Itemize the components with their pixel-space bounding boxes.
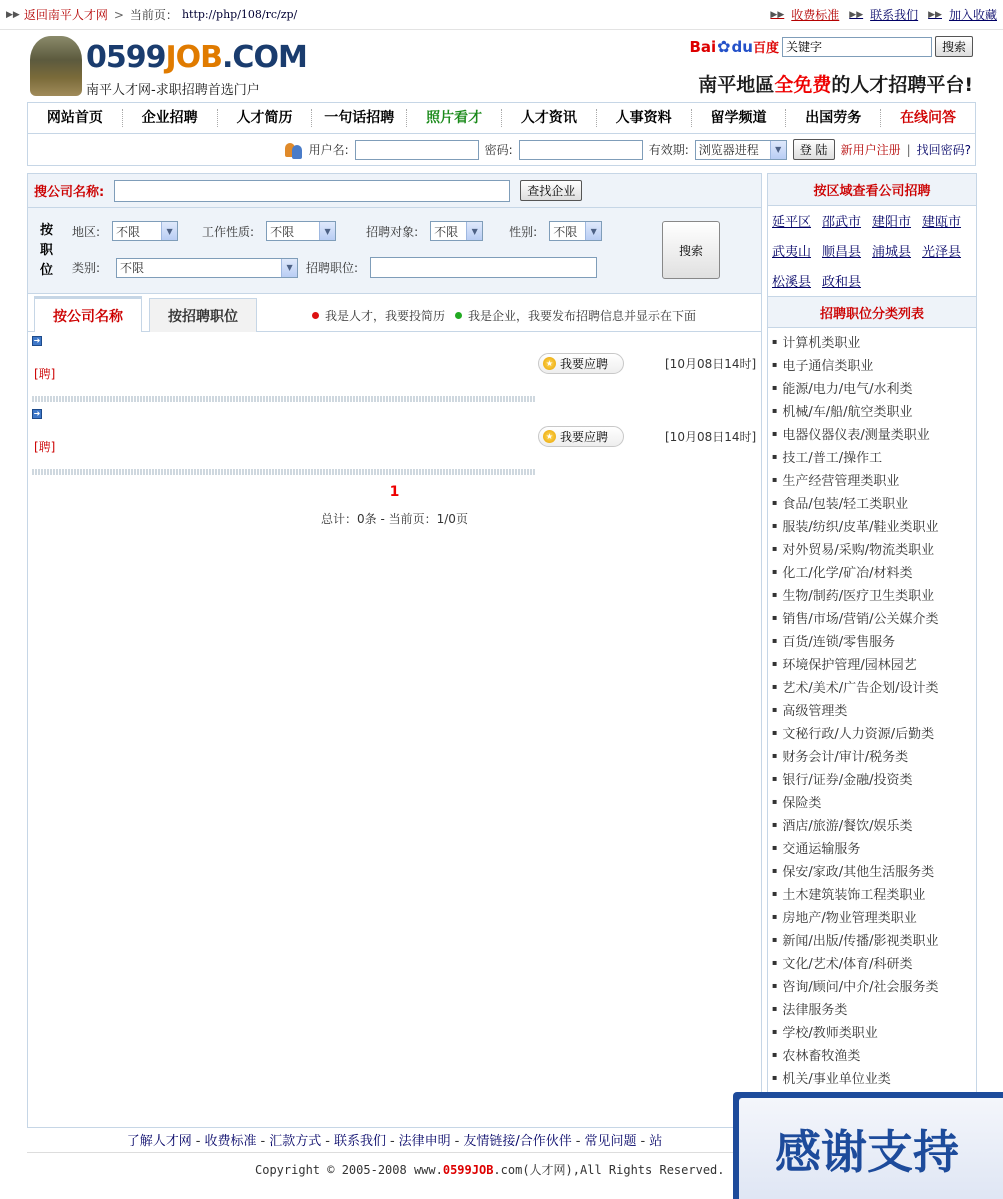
nav-one-line-jobs[interactable]: 一句话招聘 xyxy=(312,109,407,127)
footer-link[interactable]: 法律申明 xyxy=(398,1134,451,1149)
nav-online-qa[interactable]: 在线问答 xyxy=(900,110,957,126)
copyright-part-a: Copyright © 2005-2008 www. xyxy=(255,1163,443,1177)
category-item[interactable]: ▪ 生产经营管理类职业 xyxy=(772,468,976,491)
validity-label: 有效期: xyxy=(648,143,689,157)
area-link[interactable]: 建阳市 xyxy=(872,215,912,230)
main-nav xyxy=(27,102,976,134)
find-company-button[interactable]: 查找企业 xyxy=(520,180,582,201)
area-link[interactable]: 浦城县 xyxy=(872,245,912,260)
username-input[interactable] xyxy=(355,140,479,160)
apply-button-label: 我要应聘 xyxy=(560,357,609,371)
category-item[interactable]: ▪ 农林畜牧渔类 xyxy=(772,1043,976,1066)
category-item[interactable]: ▪ 银行/证券/金融/投资类 xyxy=(772,767,976,790)
tab-notes xyxy=(312,307,696,324)
footer-separator: - xyxy=(325,1134,330,1149)
category-item[interactable]: ▪ 技工/普工/操作工 xyxy=(772,445,976,468)
company-search-label: 搜公司名称: xyxy=(34,185,105,200)
top-bar xyxy=(0,0,1003,30)
job-search-row-1 xyxy=(72,221,602,241)
slogan-part-b: 全免费 xyxy=(774,74,832,96)
password-label: 密码: xyxy=(484,143,513,157)
sidebar xyxy=(767,173,977,1128)
job-search-button[interactable]: 搜索 xyxy=(662,221,720,279)
category-item[interactable]: ▪ 保险类 xyxy=(772,790,976,813)
baidu-search xyxy=(689,36,973,57)
position-input[interactable] xyxy=(370,257,597,278)
double-arrow-icon: ▶▶ xyxy=(6,9,20,20)
slogan-part-c: 的人才招聘平台! xyxy=(831,74,973,96)
mountain-logo-icon xyxy=(30,36,82,96)
current-page-label: 当前页： xyxy=(129,8,178,22)
nav-hr-docs[interactable]: 人事资料 xyxy=(597,109,692,127)
green-dot-icon xyxy=(455,312,462,319)
category-item[interactable]: ▪ 土木建筑装饰工程类职业 xyxy=(772,882,976,905)
region-label: 地区: xyxy=(72,224,101,239)
position-label: 招聘职位: xyxy=(306,261,359,275)
baidu-logo xyxy=(689,37,779,56)
baidu-logo-a: Bai xyxy=(689,37,717,56)
category-item[interactable]: ▪ 法律服务类 xyxy=(772,997,976,1020)
breadcrumb-separator-icon: > xyxy=(113,7,124,22)
contact-link[interactable] xyxy=(849,6,918,23)
password-input[interactable] xyxy=(519,140,643,160)
area-link[interactable]: 邵武市 xyxy=(822,215,862,230)
category-item[interactable]: ▪ 食品/包装/轻工类职业 xyxy=(772,491,976,514)
tab-by-position[interactable]: 按招聘职位 xyxy=(149,298,257,332)
footer-link[interactable]: 联系我们 xyxy=(333,1134,386,1149)
back-home-link[interactable]: 返回南平人才网 xyxy=(23,8,108,22)
page-number[interactable]: 1 xyxy=(389,484,400,500)
pagination xyxy=(28,484,761,527)
header-slogan xyxy=(698,70,973,97)
footer-links xyxy=(27,1130,762,1149)
apply-button[interactable] xyxy=(538,353,624,374)
nav-study-abroad[interactable]: 留学频道 xyxy=(692,109,787,127)
company-name-input[interactable] xyxy=(114,180,510,202)
footer-separator: - xyxy=(195,1134,201,1149)
category-item[interactable]: ▪ 电器仪器仪表/测量类职业 xyxy=(772,422,976,445)
area-link[interactable]: 政和县 xyxy=(822,275,862,290)
category-item[interactable]: ▪ 化工/化学/矿冶/材料类 xyxy=(772,560,976,583)
area-link[interactable]: 顺昌县 xyxy=(822,245,862,260)
paw-icon: ✿ xyxy=(717,37,731,56)
apply-button-label: 我要应聘 xyxy=(560,430,609,444)
job-search-title: 按职位 xyxy=(40,223,54,278)
slogan-part-a: 南平地區 xyxy=(698,74,775,96)
arrow-right-icon: ➜ xyxy=(33,409,41,418)
logo-part-b: JOB xyxy=(165,40,223,75)
red-dot-icon xyxy=(312,312,319,319)
list-item xyxy=(28,332,761,405)
footer-link[interactable]: 友情链接/合作伙伴 xyxy=(463,1134,572,1149)
baidu-logo-b: du xyxy=(731,37,753,56)
footer-separator: - xyxy=(575,1134,581,1149)
chevron-down-icon: ▼ xyxy=(770,141,786,159)
double-arrow-icon: ▶▶ xyxy=(928,9,942,20)
region-select[interactable] xyxy=(112,221,178,241)
site-logo[interactable] xyxy=(30,36,307,98)
chevron-down-icon: ▼ xyxy=(161,222,177,240)
category-label: 类别: xyxy=(72,261,101,275)
footer-link[interactable]: 站 xyxy=(649,1134,663,1149)
footer-separator: - xyxy=(260,1134,266,1149)
category-item[interactable]: ▪ 百货/连锁/零售服务 xyxy=(772,629,976,652)
category-item[interactable]: ▪ 房地产/物业管理类职业 xyxy=(772,905,976,928)
login-button[interactable]: 登 陆 xyxy=(793,139,835,160)
category-item[interactable]: ▪ 机械/车/船/航空类职业 xyxy=(772,399,976,422)
logo-tagline: 南平人才网-求职招聘首选门户 xyxy=(86,83,260,98)
job-nature-select-value: 不限 xyxy=(270,224,295,239)
link-separator: | xyxy=(906,142,911,157)
job-search-panel xyxy=(28,208,761,294)
post-job-link[interactable]: 我是企业，我要发布招聘信息并显示在下面 xyxy=(468,309,697,323)
category-item[interactable]: ▪ 新闻/出版/传播/影视类职业 xyxy=(772,928,976,951)
category-list xyxy=(768,328,976,1112)
category-item[interactable]: ▪ 高级管理类 xyxy=(772,698,976,721)
category-item[interactable]: ▪ 文化/艺术/体育/科研类 xyxy=(772,951,976,974)
target-select-value: 不限 xyxy=(434,224,459,239)
list-item xyxy=(28,405,761,478)
chevron-down-icon: ▼ xyxy=(319,222,335,240)
category-item[interactable]: ▪ 能源/电力/电气/水利类 xyxy=(772,376,976,399)
job-search-row-2 xyxy=(72,257,597,278)
nav-company-jobs[interactable]: 企业招聘 xyxy=(123,109,218,127)
copyright-brand: 0599JOB xyxy=(442,1163,494,1177)
dotted-divider xyxy=(32,469,535,475)
category-item[interactable]: ▪ 电子通信类职业 xyxy=(772,353,976,376)
coin-icon: ★ xyxy=(543,357,556,370)
category-item[interactable]: ▪ 交通运输服务 xyxy=(772,836,976,859)
category-item[interactable]: ▪ 服装/纺织/皮革/鞋业类职业 xyxy=(772,514,976,537)
thanks-popup-text: 感谢支持 xyxy=(739,1098,1003,1199)
area-link[interactable]: 建瓯市 xyxy=(922,215,962,230)
register-link[interactable]: 新用户注册 xyxy=(840,143,901,157)
validity-select[interactable] xyxy=(695,140,787,160)
nav-talent-news[interactable]: 人才资讯 xyxy=(502,109,597,127)
category-item[interactable]: ▪ 酒店/旅游/餐饮/娱乐类 xyxy=(772,813,976,836)
job-nature-select[interactable] xyxy=(266,221,336,241)
target-select[interactable] xyxy=(430,221,483,241)
current-page-url: http://php/108/rc/zp/ xyxy=(181,8,298,21)
users-icon xyxy=(283,140,303,160)
footer-separator: - xyxy=(454,1134,460,1149)
copyright-part-c: .com(人才网),All Rights Reserved. xyxy=(493,1163,725,1177)
contact-link-label: 联系我们 xyxy=(870,8,919,22)
area-link[interactable]: 光泽县 xyxy=(922,245,962,260)
pricing-link[interactable] xyxy=(770,6,839,23)
validity-select-value: 浏览器进程 xyxy=(698,143,759,157)
coin-icon: ★ xyxy=(543,430,556,443)
nav-resumes[interactable]: 人才简历 xyxy=(218,109,313,127)
category-item[interactable]: ▪ 环境保护管理/园林园艺 xyxy=(772,652,976,675)
listing-tabs xyxy=(28,294,761,332)
category-item[interactable]: ▪ 文秘行政/人力资源/后勤类 xyxy=(772,721,976,744)
top-links xyxy=(770,6,997,23)
gender-select[interactable] xyxy=(549,221,602,241)
listing-date: [10月08日14时] xyxy=(665,430,757,444)
double-arrow-icon: ▶▶ xyxy=(849,9,864,20)
area-link[interactable]: 武夷山 xyxy=(772,245,812,260)
double-arrow-icon: ▶▶ xyxy=(770,9,785,20)
chevron-down-icon: ▼ xyxy=(281,259,297,277)
category-item[interactable]: ▪ 生物/制药/医疗卫生类职业 xyxy=(772,583,976,606)
region-select-value: 不限 xyxy=(116,224,141,239)
logo-wordmark xyxy=(86,40,307,75)
category-section-title: 招聘职位分类列表 xyxy=(768,296,976,328)
footer-link[interactable]: 常见问题 xyxy=(584,1134,637,1149)
main-panel xyxy=(27,173,762,1128)
gender-select-value: 不限 xyxy=(553,224,578,239)
category-item[interactable]: ▪ 对外贸易/采购/物流类职业 xyxy=(772,537,976,560)
footer-link[interactable]: 汇款方式 xyxy=(269,1134,322,1149)
nature-label: 工作性质: xyxy=(202,224,255,239)
copyright xyxy=(255,1161,725,1178)
category-select[interactable] xyxy=(116,258,298,278)
footer-link[interactable]: 收费标准 xyxy=(204,1134,257,1149)
header xyxy=(0,30,1003,100)
area-links xyxy=(768,206,976,296)
category-item[interactable]: ▪ 学校/教师类职业 xyxy=(772,1020,976,1043)
baidu-logo-c: 百度 xyxy=(752,41,779,56)
keyword-search-button[interactable]: 搜索 xyxy=(935,36,973,57)
category-select-value: 不限 xyxy=(120,261,145,275)
listing-date: [10月08日14时] xyxy=(665,357,757,371)
username-label: 用户名: xyxy=(308,143,349,157)
category-item[interactable]: ▪ 咨询/顾问/中介/社会服务类 xyxy=(772,974,976,997)
tab-by-company[interactable]: 按公司名称 xyxy=(34,296,142,332)
gender-label: 性别: xyxy=(509,224,538,239)
category-item[interactable]: ▪ 机关/事业单位业类 xyxy=(772,1066,976,1089)
company-search-bar xyxy=(28,174,761,208)
page-summary: 总计：0条 - 当前页：1/0页 xyxy=(321,512,468,526)
nav-labor-abroad[interactable]: 出国劳务 xyxy=(786,109,881,127)
category-item[interactable]: ▪ 艺术/美术/广告企划/设计类 xyxy=(772,675,976,698)
area-link[interactable]: 延平区 xyxy=(772,215,812,230)
footer-link[interactable]: 了解人才网 xyxy=(126,1134,192,1149)
category-item[interactable]: ▪ 计算机类职业 xyxy=(772,330,976,353)
dotted-divider xyxy=(32,396,535,402)
category-item[interactable]: ▪ 销售/市场/营销/公关媒介类 xyxy=(772,606,976,629)
nav-home[interactable]: 网站首页 xyxy=(28,109,123,127)
target-label: 招聘对象: xyxy=(366,224,419,239)
category-item[interactable]: ▪ 保安/家政/其他生活服务类 xyxy=(772,859,976,882)
hiring-tag: [聘] xyxy=(34,367,56,381)
forgot-password-link[interactable]: 找回密码? xyxy=(916,143,971,157)
footer-separator: - xyxy=(389,1134,395,1149)
thanks-popup[interactable] xyxy=(733,1092,1003,1199)
apply-button[interactable] xyxy=(538,426,624,447)
pricing-link-label: 收费标准 xyxy=(791,8,840,22)
bookmark-link[interactable] xyxy=(928,6,997,23)
keyword-search-input[interactable] xyxy=(782,37,932,57)
logo-part-a: 0599 xyxy=(86,40,166,75)
chevron-down-icon: ▼ xyxy=(466,222,482,240)
arrow-right-icon: ➜ xyxy=(33,336,41,345)
chevron-down-icon: ▼ xyxy=(585,222,601,240)
login-bar xyxy=(27,134,976,166)
bookmark-link-label: 加入收藏 xyxy=(948,8,997,22)
footer-separator: - xyxy=(640,1134,646,1149)
submit-resume-link[interactable]: 我是人才，我要投简历 xyxy=(325,309,446,323)
logo-part-c: .COM xyxy=(222,40,307,75)
hiring-tag: [聘] xyxy=(34,440,56,454)
nav-photo-talent[interactable]: 照片看才 xyxy=(407,109,502,127)
category-item[interactable]: ▪ 财务会计/审计/税务类 xyxy=(772,744,976,767)
area-link[interactable]: 松溪县 xyxy=(772,275,812,290)
area-section-title: 按区域查看公司招聘 xyxy=(768,174,976,206)
